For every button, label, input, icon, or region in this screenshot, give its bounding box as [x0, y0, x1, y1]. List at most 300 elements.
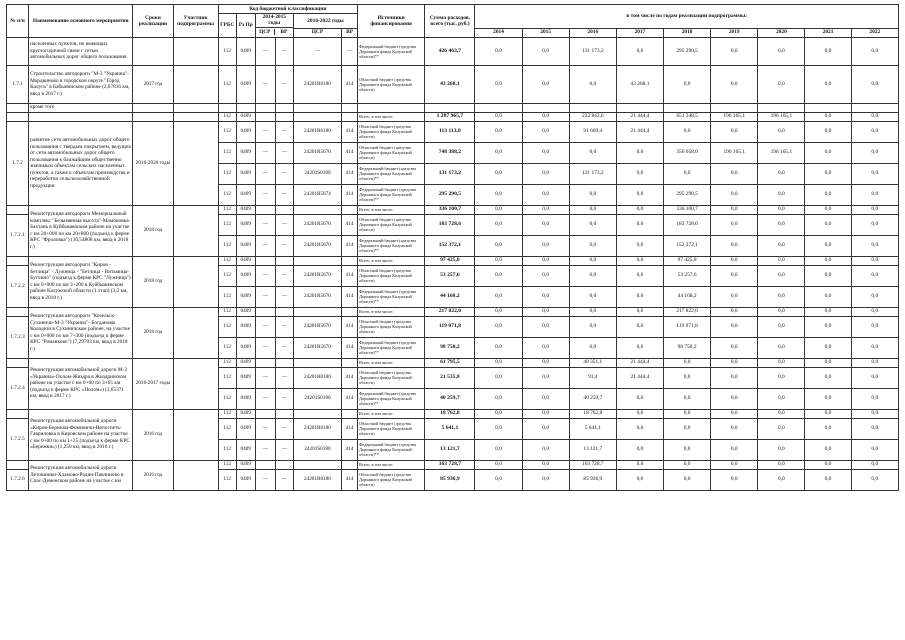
row-csr: 24201R5670 [293, 337, 341, 358]
row-rzpr: 0409 [236, 163, 255, 184]
row-year-value: 0,0 [805, 469, 851, 490]
row-year-value: 0,0 [569, 214, 616, 235]
row-sum: 61 795,5 [425, 358, 475, 367]
row-year-value: 0,0 [851, 121, 898, 142]
table-row [7, 121, 899, 142]
row-rzpr: 0409 [236, 460, 255, 469]
header-year-2016: 2016 [569, 28, 616, 37]
row-csr: 24201R5670 [293, 316, 341, 337]
row-sum: 119 071,8 [425, 316, 475, 337]
row-csr-2014: — [255, 65, 275, 103]
row-sum [425, 103, 475, 112]
row-year-value: 0,0 [851, 265, 898, 286]
row-year-value: 0,0 [475, 142, 522, 163]
row-sum: 40 259,7 [425, 388, 475, 409]
row-year-value: 0,0 [664, 418, 711, 439]
row-sum: 18 762,8 [425, 409, 475, 418]
row-sum: 183 728,6 [425, 214, 475, 235]
row-vr-2014 [275, 409, 293, 418]
row-csr-2014: — [255, 388, 275, 409]
row-vr-2014: — [275, 439, 293, 460]
row-year-value: 0,0 [522, 256, 569, 265]
row-year-value: 163 728,7 [569, 460, 616, 469]
row-vr: 414 [342, 388, 358, 409]
row-grbs: 112 [218, 265, 236, 286]
row-source: Областной бюджет (средства Дорожного фонда Калужской области) [358, 265, 425, 286]
row-year-value: 0,0 [664, 469, 711, 490]
row-source: Федеральный бюджет (средства Дорожного фонда Калужской области)** [358, 388, 425, 409]
row-source: Федеральный бюджет (средства Дорожного фонда Калужской области)** [358, 337, 425, 358]
row-csr-2014: — [255, 367, 275, 388]
row-year-value: 0,0 [475, 358, 522, 367]
row-name: Реконструкция автомобильной дороги «Киров-Бережки-Фоминичи-Непоспеть-Гавриловка в Кировском районе на участке с км 0+00 по км 1+25 (подъезд к ферме КРС «Бережки») (1,250 км, ввод в 2016 г.) [29, 409, 133, 460]
row-csr-2014: — [255, 265, 275, 286]
row-year-value: 0,0 [616, 409, 663, 418]
row-csr: 24201R5670 [293, 214, 341, 235]
row-year-value: 0,0 [805, 439, 851, 460]
row-participant [173, 460, 218, 490]
row-number [7, 205, 29, 214]
row-year-value: 0,0 [522, 121, 569, 142]
table-row [7, 358, 899, 367]
row-sum: 13 121,7 [425, 439, 475, 460]
row-year-value: 0,0 [805, 184, 851, 205]
row-rzpr: 0409 [236, 367, 255, 388]
row-period: 2018 год [133, 205, 173, 256]
row-name: Реконструкция автодороги "Козельск-Сухиничи-М-3 "Украина"- Богдановы Колодези в Сухиничском районе, на участке с км 0+000 по км 7+300 (подъезд к ферме КРС "Романково") (7,29703 км, ввод в 2018 г.) [29, 307, 133, 358]
row-csr: 24201R0180 [293, 65, 341, 103]
row-vr: 414 [342, 65, 358, 103]
header-no: № п/п [7, 5, 29, 38]
row-year-value: 0,0 [616, 163, 663, 184]
row-year-value: 0,0 [569, 205, 616, 214]
row-year-value: 0,0 [569, 142, 616, 163]
subprogram-funding-table [6, 4, 899, 491]
row-number: 1.7.2 [7, 121, 29, 205]
row-year-value: 0,0 [758, 418, 805, 439]
row-csr: 24201R0180 [293, 367, 341, 388]
row-grbs: 112 [218, 286, 236, 307]
row-year-value: 0,0 [616, 142, 663, 163]
row-year-value: 0,0 [805, 205, 851, 214]
row-year-value: 0,0 [711, 388, 758, 409]
row-year-value: 0,0 [616, 307, 663, 316]
row-year-value [711, 103, 758, 112]
row-csr-2014: — [255, 184, 275, 205]
row-year-value: 21 444,4 [616, 358, 663, 367]
row-year-value: 295 290,5 [664, 37, 711, 65]
row-sum: 53 257,6 [425, 265, 475, 286]
row-csr-2014: — [255, 142, 275, 163]
row-sum: 426 463,7 [425, 37, 475, 65]
row-csr-2014: — [255, 418, 275, 439]
row-vr-2014 [275, 460, 293, 469]
row-year-value: 0,0 [569, 235, 616, 256]
row-rzpr: 0409 [236, 184, 255, 205]
row-year-value: 0,0 [805, 37, 851, 65]
row-rzpr: 0409 [236, 205, 255, 214]
row-year-value [805, 103, 851, 112]
row-year-value: 0,0 [805, 358, 851, 367]
row-year-value: 0,0 [758, 256, 805, 265]
row-year-value: 0,0 [711, 460, 758, 469]
row-year-value: 0,0 [522, 235, 569, 256]
row-year-value: 0,0 [758, 184, 805, 205]
row-year-value: 0,0 [475, 367, 522, 388]
row-vr: 414 [342, 367, 358, 388]
row-name: Реконструкция автодороги "Киров - Бетлица" - Лужница - "Бетлица - Витьмица-Бутчино" (подъезд к ферме КРС "Лужница") с км 0+000 по км 3+200 в Куйбышевском районе Калужской области (1 этап) (3,2 км, ввод в 2018 г.) [29, 256, 133, 307]
row-year-value: 0,0 [569, 256, 616, 265]
row-year-value: 356 058,0 [664, 142, 711, 163]
row-vr [342, 103, 358, 112]
row-year-value: 0,0 [805, 286, 851, 307]
row-period: 2016 год [133, 409, 173, 460]
row-rzpr: 0409 [236, 469, 255, 490]
row-vr: 414 [342, 163, 358, 184]
row-year-value: 0,0 [616, 469, 663, 490]
row-source: Федеральный бюджет (средства Дорожного фонда Калужской области)** [358, 37, 425, 65]
row-year-value: 0,0 [475, 235, 522, 256]
row-year-value: 0,0 [851, 316, 898, 337]
row-vr: 414 [342, 235, 358, 256]
row-year-value: 0,0 [805, 163, 851, 184]
row-source: Федеральный бюджет (средства Дорожного фонда Калужской области)** [358, 163, 425, 184]
header-subsplit [255, 27, 293, 37]
header-csr-2: ЦСР [293, 28, 341, 37]
row-year-value: 0,0 [475, 205, 522, 214]
row-source: Областной бюджет (средства Дорожного фонда Калужской области) [358, 142, 425, 163]
header-year-2017: 2017 [616, 28, 663, 37]
row-year-value: 0,0 [758, 367, 805, 388]
row-vr-2014 [275, 256, 293, 265]
row-year-value: 0,0 [522, 367, 569, 388]
row-year-value: 0,0 [475, 439, 522, 460]
row-year-value: 0,0 [851, 65, 898, 103]
row-vr [342, 460, 358, 469]
row-period: 2018 год [133, 256, 173, 307]
row-grbs: 112 [218, 205, 236, 214]
row-sum: 113 113,8 [425, 121, 475, 142]
row-rzpr: 0409 [236, 265, 255, 286]
row-source: Федеральный бюджет (средства Дорожного фонда Калужской области)** [358, 184, 425, 205]
row-rzpr: 0409 [236, 235, 255, 256]
row-grbs: 112 [218, 469, 236, 490]
row-year-value: 98 750,2 [664, 337, 711, 358]
row-vr: 414 [342, 142, 358, 163]
row-period: 2018 год [133, 307, 173, 358]
row-period: 2017 год [133, 65, 173, 103]
row-sum: 21 535,8 [425, 367, 475, 388]
table-row [7, 103, 899, 112]
row-year-value: 44 168,2 [664, 286, 711, 307]
row-vr-2014 [275, 103, 293, 112]
row-grbs: 112 [218, 316, 236, 337]
row-rzpr: 0409 [236, 142, 255, 163]
row-grbs: 112 [218, 214, 236, 235]
row-rzpr: 0409 [236, 316, 255, 337]
row-year-value: 119 071,8 [664, 316, 711, 337]
row-year-value: 0,0 [711, 316, 758, 337]
row-year-value: 0,0 [616, 460, 663, 469]
row-year-value: 196 165,1 [758, 112, 805, 121]
row-grbs: 112 [218, 235, 236, 256]
row-number [7, 307, 29, 316]
row-year-value: 43 268,1 [616, 65, 663, 103]
row-year-value: 0,0 [616, 316, 663, 337]
row-year-value: 0,0 [475, 286, 522, 307]
row-year-value: 0,0 [851, 460, 898, 469]
row-grbs: 112 [218, 65, 236, 103]
row-period: 2016 год [133, 460, 173, 490]
row-number: 1.7.2.5 [7, 418, 29, 460]
row-csr [293, 307, 341, 316]
row-csr-2014: — [255, 439, 275, 460]
row-year-value: 0,0 [851, 184, 898, 205]
row-csr [293, 460, 341, 469]
row-csr [293, 409, 341, 418]
row-year-value: 0,0 [758, 469, 805, 490]
row-sum: 217 822,0 [425, 307, 475, 316]
row-year-value: 0,0 [711, 256, 758, 265]
row-grbs: 112 [218, 367, 236, 388]
row-grbs [218, 103, 236, 112]
row-vr-2014: — [275, 163, 293, 184]
row-year-value: 196 165,1 [711, 142, 758, 163]
row-year-value: 0,0 [805, 142, 851, 163]
header-budget-code: Код бюджетной классификации [218, 5, 357, 14]
row-year-value: 0,0 [475, 265, 522, 286]
row-year-value: 0,0 [475, 112, 522, 121]
row-sum: 98 750,2 [425, 337, 475, 358]
row-year-value: 0,0 [664, 121, 711, 142]
header-name: Наименование основного мероприятия [29, 5, 133, 38]
row-year-value: 0,0 [616, 286, 663, 307]
row-vr [342, 409, 358, 418]
row-vr-2014: — [275, 265, 293, 286]
row-vr: 414 [342, 121, 358, 142]
row-year-value: 0,0 [522, 460, 569, 469]
row-vr: 414 [342, 316, 358, 337]
row-year-value: 0,0 [664, 460, 711, 469]
row-year-value: 0,0 [475, 337, 522, 358]
row-year-value: 0,0 [758, 235, 805, 256]
row-year-value: 0,0 [475, 65, 522, 103]
table-row [7, 409, 899, 418]
row-csr-2014: — [255, 214, 275, 235]
table-row [7, 460, 899, 469]
header-csr-1: ЦСР [256, 29, 275, 35]
header-sources: Источники финансирования [358, 5, 425, 38]
row-year-value: 0,0 [475, 37, 522, 65]
row-year-value: 0,0 [475, 460, 522, 469]
row-year-value: 0,0 [758, 358, 805, 367]
row-year-value: 0,0 [758, 65, 805, 103]
row-source: Областной бюджет (средства Дорожного фонда Калужской области) [358, 469, 425, 490]
row-year-value: 0,0 [616, 265, 663, 286]
row-year-value: 0,0 [664, 367, 711, 388]
row-vr: 414 [342, 214, 358, 235]
header-vr-1: ВР [280, 28, 288, 35]
row-source: Федеральный бюджет (средства Дорожного фонда Калужской области)** [358, 439, 425, 460]
row-year-value: 0,0 [475, 418, 522, 439]
row-vr-2014: — [275, 214, 293, 235]
row-grbs: 112 [218, 358, 236, 367]
row-sum: 152 372,1 [425, 235, 475, 256]
table-row [7, 307, 899, 316]
row-vr-2014: — [275, 388, 293, 409]
row-year-value: 222 842,6 [569, 112, 616, 121]
row-csr: 24201R0180 [293, 418, 341, 439]
row-grbs: 112 [218, 142, 236, 163]
row-year-value: 0,0 [569, 337, 616, 358]
row-year-value: 0,0 [711, 65, 758, 103]
row-sum: 295 290,5 [425, 184, 475, 205]
row-year-value: 0,0 [851, 307, 898, 316]
row-year-value: 0,0 [569, 65, 616, 103]
table-row [7, 37, 899, 65]
table-body [7, 37, 899, 490]
row-year-value: 0,0 [805, 367, 851, 388]
row-year-value: 40 259,7 [569, 388, 616, 409]
row-year-value: 0,0 [711, 469, 758, 490]
row-vr [342, 307, 358, 316]
row-grbs: 112 [218, 439, 236, 460]
row-participant [173, 307, 218, 358]
row-year-value: 0,0 [805, 388, 851, 409]
row-year-value: 5 641,1 [569, 418, 616, 439]
row-csr [293, 205, 341, 214]
row-grbs: 112 [218, 307, 236, 316]
row-year-value: 0,0 [711, 235, 758, 256]
row-csr: 24201R0180 [293, 469, 341, 490]
row-year-value: 0,0 [664, 65, 711, 103]
row-year-value: 0,0 [711, 214, 758, 235]
row-vr: 414 [342, 184, 358, 205]
row-rzpr: 0409 [236, 286, 255, 307]
row-year-value: 0,0 [805, 460, 851, 469]
row-vr-2014: — [275, 337, 293, 358]
row-year-value: 0,0 [475, 469, 522, 490]
row-year-value: 0,0 [475, 184, 522, 205]
row-csr-2014 [255, 103, 275, 112]
row-vr: 414 [342, 418, 358, 439]
row-csr: 24201S0180 [293, 439, 341, 460]
row-year-value: 0,0 [758, 205, 805, 214]
row-rzpr: 0409 [236, 439, 255, 460]
row-number [7, 112, 29, 121]
row-year-value: 0,0 [569, 286, 616, 307]
row-year-value [522, 103, 569, 112]
row-year-value: 336 100,7 [664, 205, 711, 214]
row-sum: 85 936,9 [425, 469, 475, 490]
row-year-value: 0,0 [522, 142, 569, 163]
row-year-value: 0,0 [805, 418, 851, 439]
row-year-value: 0,0 [851, 142, 898, 163]
row-vr-2014: — [275, 65, 293, 103]
row-participant [173, 121, 218, 205]
row-csr-2014: — [255, 286, 275, 307]
row-year-value: 0,0 [758, 265, 805, 286]
row-period [133, 112, 173, 121]
row-csr-2014: — [255, 235, 275, 256]
row-number [7, 37, 29, 65]
row-year-value: 18 762,8 [569, 409, 616, 418]
header-year-2022: 2022 [851, 28, 898, 37]
row-year-value: 91,4 [569, 367, 616, 388]
row-year-value: 0,0 [758, 307, 805, 316]
header-year-2018: 2018 [664, 28, 711, 37]
row-year-value: 0,0 [522, 112, 569, 121]
row-period: 2016-2017 годы [133, 358, 173, 409]
row-csr-2014: — [255, 337, 275, 358]
row-year-value: 0,0 [758, 316, 805, 337]
row-year-value: 0,0 [616, 388, 663, 409]
row-source: Всего, в том числе: [358, 205, 425, 214]
row-vr-2014: — [275, 184, 293, 205]
header-grbs: ГРБС [218, 14, 236, 38]
row-year-value [758, 103, 805, 112]
row-year-value: 0,0 [851, 409, 898, 418]
row-year-value: 0,0 [475, 316, 522, 337]
row-number: 1.7.2.3 [7, 316, 29, 358]
row-rzpr: 0409 [236, 409, 255, 418]
row-year-value: 131 173,2 [569, 37, 616, 65]
row-year-value: 0,0 [616, 205, 663, 214]
row-year-value [569, 103, 616, 112]
row-rzpr: 0409 [236, 37, 255, 65]
row-number: 1.7.2.4 [7, 367, 29, 409]
row-year-value: 0,0 [616, 37, 663, 65]
table-header [7, 5, 899, 38]
row-csr-2014 [255, 460, 275, 469]
row-vr: 414 [342, 286, 358, 307]
row-csr-2014 [255, 358, 275, 367]
row-year-value: 0,0 [758, 37, 805, 65]
row-year-value: 0,0 [522, 286, 569, 307]
row-sum: 336 100,7 [425, 205, 475, 214]
row-year-value: 0,0 [805, 265, 851, 286]
row-year-value: 0,0 [805, 65, 851, 103]
row-year-value: 0,0 [758, 121, 805, 142]
row-vr: — [342, 37, 358, 65]
row-year-value: 0,0 [569, 316, 616, 337]
row-vr-2014 [275, 307, 293, 316]
row-year-value: 0,0 [711, 367, 758, 388]
row-year-value: 40 351,1 [569, 358, 616, 367]
row-grbs: 112 [218, 184, 236, 205]
row-year-value: 0,0 [805, 307, 851, 316]
header-year-2019: 2019 [711, 28, 758, 37]
row-year-value: 0,0 [711, 205, 758, 214]
row-year-value: 152 372,1 [664, 235, 711, 256]
row-name: развитие сети автомобильных дорог общего пользования с твердым покрытием, ведущих от сети автомобильных дорог общего пользования к ближайшим общественно значимым объектам сельских населенных пунктов, а также к объектам производства и переработки сельскохозяйственной продукции [29, 121, 133, 205]
row-csr-2014 [255, 409, 275, 418]
row-year-value: 0,0 [851, 163, 898, 184]
row-year-value: 0,0 [711, 121, 758, 142]
row-vr: 414 [342, 337, 358, 358]
header-rzpr: Рз Пр [236, 14, 255, 38]
row-year-value: 0,0 [711, 184, 758, 205]
row-vr-2014: — [275, 286, 293, 307]
row-year-value: 85 936,9 [569, 469, 616, 490]
row-rzpr: 0409 [236, 418, 255, 439]
row-number: 1.7.2.1 [7, 214, 29, 256]
row-vr [342, 256, 358, 265]
row-csr-2014 [255, 256, 275, 265]
row-csr: 24201S0180 [293, 388, 341, 409]
row-number: 1.7.2.2 [7, 265, 29, 307]
row-year-value: 0,0 [758, 163, 805, 184]
